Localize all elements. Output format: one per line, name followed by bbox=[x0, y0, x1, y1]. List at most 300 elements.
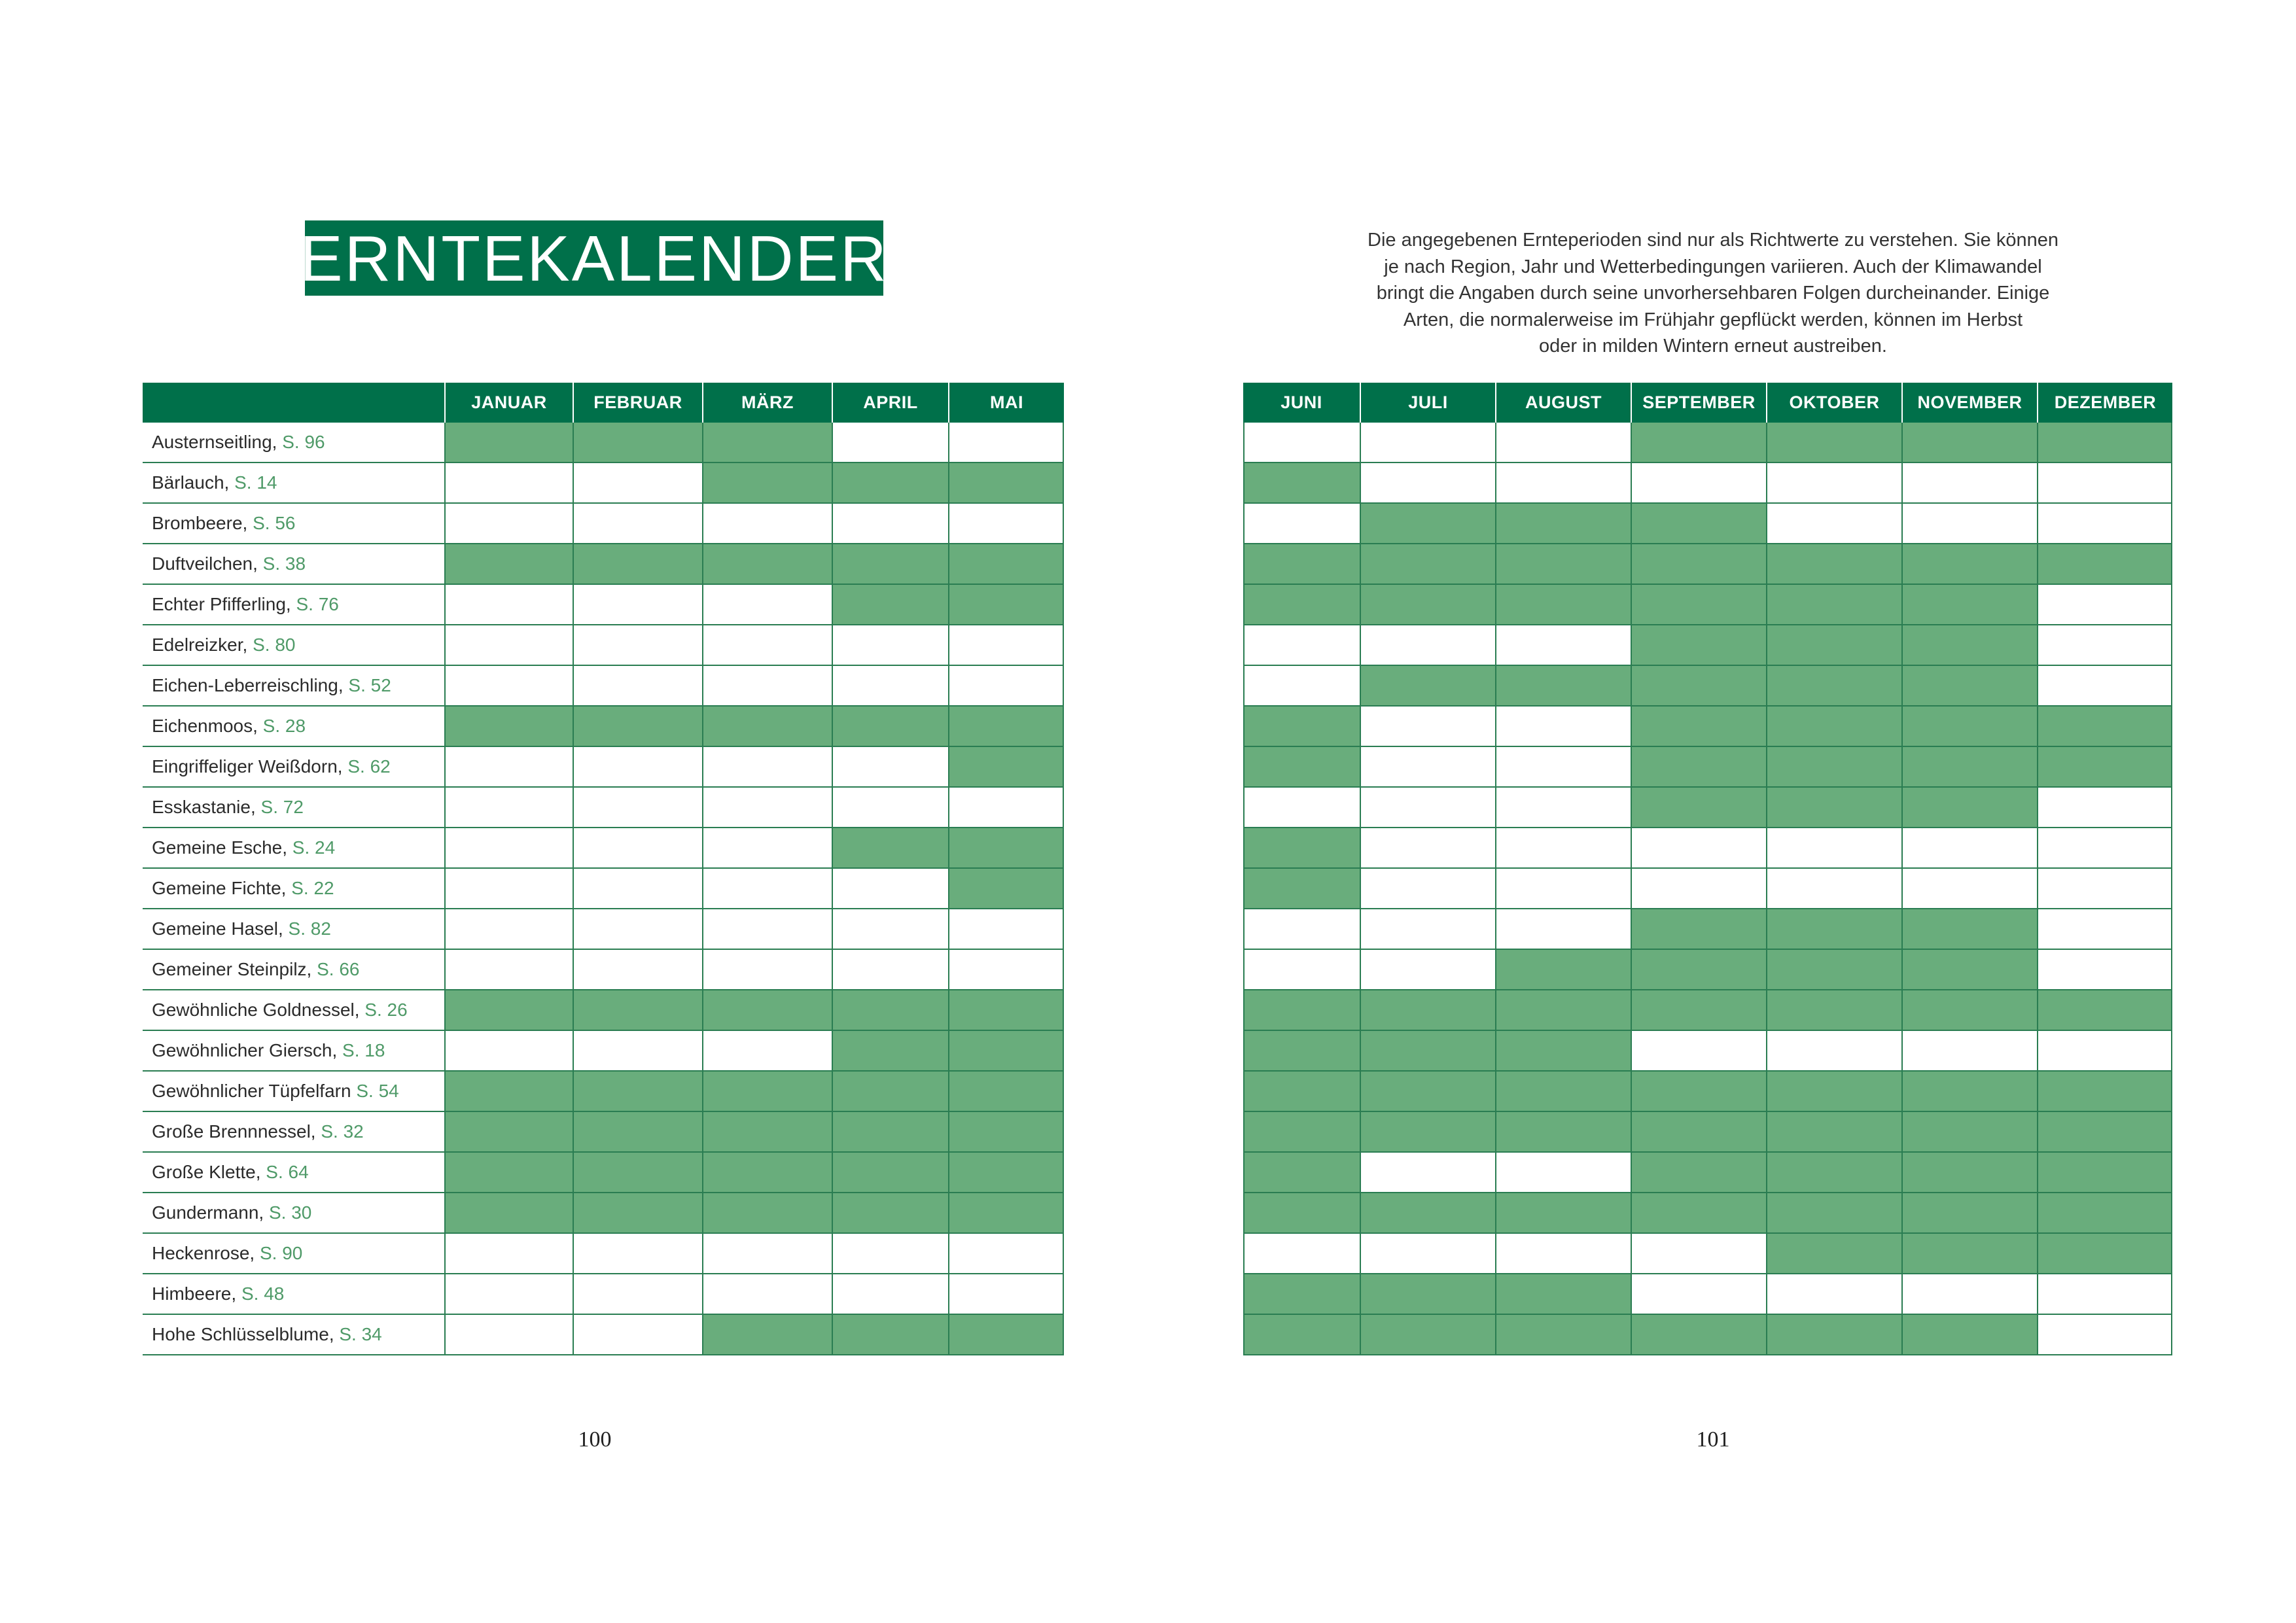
harvest-cell-februar bbox=[574, 544, 703, 585]
harvest-cell-august bbox=[1496, 788, 1632, 828]
month-header-november: NOVEMBER bbox=[1903, 383, 2038, 423]
harvest-cell-januar bbox=[446, 909, 574, 950]
harvest-cell-maerz bbox=[703, 828, 833, 869]
harvest-cell-juli bbox=[1361, 1234, 1496, 1274]
harvest-cell-august bbox=[1496, 423, 1632, 463]
harvest-cell-juli bbox=[1361, 869, 1496, 909]
harvest-cell-september bbox=[1632, 707, 1767, 747]
plant-name: Heckenrose, bbox=[152, 1243, 255, 1263]
harvest-cell-februar bbox=[574, 1315, 703, 1355]
plant-name: Große Klette, bbox=[152, 1162, 261, 1182]
harvest-cell-juni bbox=[1243, 1193, 1361, 1234]
intro-line: oder in milden Wintern erneut austreiben. bbox=[1539, 336, 1887, 357]
harvest-cell-juli bbox=[1361, 1031, 1496, 1072]
harvest-cell-maerz bbox=[703, 747, 833, 788]
plant-name-cell bbox=[143, 544, 446, 585]
harvest-cell-oktober bbox=[1767, 463, 1903, 504]
plant-name-cell bbox=[143, 1193, 446, 1234]
harvest-cell-juni bbox=[1243, 990, 1361, 1031]
harvest-cell-januar bbox=[446, 585, 574, 625]
harvest-cell-maerz bbox=[703, 1315, 833, 1355]
harvest-cell-dezember bbox=[2038, 950, 2172, 990]
harvest-cell-september bbox=[1632, 828, 1767, 869]
harvest-cell-november bbox=[1903, 869, 2038, 909]
harvest-cell-mai bbox=[949, 666, 1064, 707]
harvest-cell-september bbox=[1632, 1315, 1767, 1355]
plant-label bbox=[152, 1283, 284, 1304]
harvest-cell-februar bbox=[574, 990, 703, 1031]
harvest-cell-mai bbox=[949, 869, 1064, 909]
harvest-cell-februar bbox=[574, 828, 703, 869]
harvest-cell-maerz bbox=[703, 463, 833, 504]
harvest-cell-oktober bbox=[1767, 1274, 1903, 1315]
harvest-cell-dezember bbox=[2038, 1112, 2172, 1153]
page-reference: S. 56 bbox=[253, 513, 296, 533]
plant-name-cell bbox=[143, 1274, 446, 1315]
harvest-cell-oktober bbox=[1767, 990, 1903, 1031]
harvest-cell-august bbox=[1496, 869, 1632, 909]
harvest-cell-februar bbox=[574, 1072, 703, 1112]
harvest-cell-september bbox=[1632, 1112, 1767, 1153]
harvest-cell-dezember bbox=[2038, 1234, 2172, 1274]
harvest-cell-oktober bbox=[1767, 544, 1903, 585]
page-reference: S. 64 bbox=[266, 1162, 309, 1182]
harvest-cell-februar bbox=[574, 666, 703, 707]
harvest-cell-dezember bbox=[2038, 747, 2172, 788]
harvest-cell-september bbox=[1632, 747, 1767, 788]
harvest-cell-august bbox=[1496, 1153, 1632, 1193]
harvest-cell-oktober bbox=[1767, 423, 1903, 463]
harvest-cell-april bbox=[833, 463, 949, 504]
plant-name: Duftveilchen, bbox=[152, 553, 258, 574]
harvest-cell-juni bbox=[1243, 950, 1361, 990]
harvest-cell-oktober bbox=[1767, 1234, 1903, 1274]
harvest-cell-november bbox=[1903, 625, 2038, 666]
harvest-cell-november bbox=[1903, 1274, 2038, 1315]
harvest-cell-dezember bbox=[2038, 1315, 2172, 1355]
plant-label bbox=[152, 594, 339, 615]
harvest-cell-maerz bbox=[703, 1072, 833, 1112]
harvest-cell-mai bbox=[949, 788, 1064, 828]
page-reference: S. 66 bbox=[317, 959, 360, 979]
page-reference: S. 54 bbox=[356, 1081, 399, 1101]
harvest-cell-august bbox=[1496, 585, 1632, 625]
harvest-cell-mai bbox=[949, 1193, 1064, 1234]
harvest-cell-maerz bbox=[703, 909, 833, 950]
harvest-cell-september bbox=[1632, 1274, 1767, 1315]
harvest-cell-dezember bbox=[2038, 788, 2172, 828]
harvest-cell-maerz bbox=[703, 1234, 833, 1274]
harvest-cell-september bbox=[1632, 423, 1767, 463]
harvest-cell-august bbox=[1496, 625, 1632, 666]
harvest-cell-juli bbox=[1361, 625, 1496, 666]
page-reference: S. 82 bbox=[288, 918, 331, 939]
plant-name: Echter Pfifferling, bbox=[152, 594, 291, 614]
harvest-cell-september bbox=[1632, 950, 1767, 990]
harvest-cell-juli bbox=[1361, 747, 1496, 788]
harvest-cell-januar bbox=[446, 828, 574, 869]
plant-name-cell bbox=[143, 1031, 446, 1072]
harvest-cell-oktober bbox=[1767, 1153, 1903, 1193]
harvest-cell-april bbox=[833, 909, 949, 950]
harvest-cell-mai bbox=[949, 1153, 1064, 1193]
plant-name: Austernseitling, bbox=[152, 432, 277, 452]
harvest-cell-januar bbox=[446, 788, 574, 828]
plant-name: Gewöhnliche Goldnessel, bbox=[152, 1000, 360, 1020]
plant-name: Eingriffeliger Weißdorn, bbox=[152, 756, 343, 777]
month-header-dezember: DEZEMBER bbox=[2038, 383, 2172, 423]
harvest-cell-mai bbox=[949, 1234, 1064, 1274]
harvest-cell-juli bbox=[1361, 585, 1496, 625]
harvest-cell-september bbox=[1632, 1153, 1767, 1193]
plant-label bbox=[152, 1000, 408, 1021]
harvest-cell-april bbox=[833, 1315, 949, 1355]
harvest-cell-juni bbox=[1243, 463, 1361, 504]
harvest-cell-januar bbox=[446, 423, 574, 463]
harvest-cell-juni bbox=[1243, 1234, 1361, 1274]
harvest-cell-september bbox=[1632, 544, 1767, 585]
page-reference: S. 30 bbox=[269, 1202, 312, 1223]
month-header-september: SEPTEMBER bbox=[1632, 383, 1767, 423]
harvest-cell-august bbox=[1496, 666, 1632, 707]
harvest-cell-oktober bbox=[1767, 869, 1903, 909]
harvest-cell-januar bbox=[446, 1112, 574, 1153]
harvest-cell-august bbox=[1496, 1193, 1632, 1234]
harvest-cell-april bbox=[833, 1193, 949, 1234]
plant-label bbox=[152, 1202, 311, 1223]
harvest-cell-maerz bbox=[703, 1112, 833, 1153]
harvest-cell-mai bbox=[949, 1112, 1064, 1153]
harvest-cell-maerz bbox=[703, 950, 833, 990]
page-reference: S. 34 bbox=[339, 1324, 382, 1344]
harvest-cell-maerz bbox=[703, 666, 833, 707]
plant-name: Eichenmoos, bbox=[152, 716, 258, 736]
plant-name-cell bbox=[143, 1153, 446, 1193]
harvest-cell-februar bbox=[574, 909, 703, 950]
harvest-cell-juli bbox=[1361, 1112, 1496, 1153]
harvest-cell-oktober bbox=[1767, 666, 1903, 707]
plant-name-cell bbox=[143, 625, 446, 666]
harvest-cell-august bbox=[1496, 463, 1632, 504]
harvest-cell-april bbox=[833, 828, 949, 869]
harvest-cell-maerz bbox=[703, 788, 833, 828]
harvest-cell-juni bbox=[1243, 544, 1361, 585]
harvest-cell-februar bbox=[574, 625, 703, 666]
harvest-cell-dezember bbox=[2038, 990, 2172, 1031]
harvest-cell-november bbox=[1903, 504, 2038, 544]
harvest-cell-juli bbox=[1361, 828, 1496, 869]
harvest-cell-dezember bbox=[2038, 1274, 2172, 1315]
plant-name: Eichen-Leberreischling, bbox=[152, 675, 344, 695]
harvest-cell-november bbox=[1903, 828, 2038, 869]
harvest-cell-april bbox=[833, 788, 949, 828]
plant-label bbox=[152, 797, 304, 818]
plant-label bbox=[152, 432, 325, 453]
harvest-cell-november bbox=[1903, 990, 2038, 1031]
harvest-cell-januar bbox=[446, 504, 574, 544]
harvest-cell-maerz bbox=[703, 1031, 833, 1072]
plant-label bbox=[152, 1162, 309, 1183]
harvest-table-june-december bbox=[1243, 383, 2172, 1355]
harvest-cell-mai bbox=[949, 1315, 1064, 1355]
harvest-cell-oktober bbox=[1767, 788, 1903, 828]
harvest-cell-dezember bbox=[2038, 504, 2172, 544]
title-banner bbox=[300, 220, 889, 296]
harvest-cell-maerz bbox=[703, 990, 833, 1031]
harvest-cell-august bbox=[1496, 1072, 1632, 1112]
page-reference: S. 96 bbox=[282, 432, 325, 452]
header-plant-column bbox=[143, 383, 446, 423]
month-header-oktober: OKTOBER bbox=[1767, 383, 1903, 423]
harvest-cell-mai bbox=[949, 990, 1064, 1031]
harvest-cell-dezember bbox=[2038, 1072, 2172, 1112]
harvest-cell-juni bbox=[1243, 869, 1361, 909]
harvest-cell-juni bbox=[1243, 788, 1361, 828]
page-reference: S. 80 bbox=[253, 635, 296, 655]
harvest-cell-mai bbox=[949, 1072, 1064, 1112]
harvest-cell-november bbox=[1903, 1153, 2038, 1193]
harvest-cell-januar bbox=[446, 1193, 574, 1234]
plant-name-cell bbox=[143, 788, 446, 828]
harvest-cell-januar bbox=[446, 1315, 574, 1355]
harvest-cell-juni bbox=[1243, 747, 1361, 788]
plant-label bbox=[152, 1081, 399, 1102]
harvest-cell-mai bbox=[949, 585, 1064, 625]
harvest-cell-februar bbox=[574, 1234, 703, 1274]
harvest-cell-januar bbox=[446, 463, 574, 504]
harvest-cell-januar bbox=[446, 869, 574, 909]
harvest-cell-mai bbox=[949, 625, 1064, 666]
harvest-cell-maerz bbox=[703, 1153, 833, 1193]
harvest-cell-september bbox=[1632, 1193, 1767, 1234]
harvest-cell-juli bbox=[1361, 504, 1496, 544]
harvest-cell-maerz bbox=[703, 869, 833, 909]
harvest-cell-mai bbox=[949, 828, 1064, 869]
harvest-cell-juli bbox=[1361, 544, 1496, 585]
plant-name: Gemeine Hasel, bbox=[152, 918, 283, 939]
plant-name: Esskastanie, bbox=[152, 797, 256, 817]
harvest-cell-februar bbox=[574, 585, 703, 625]
harvest-cell-dezember bbox=[2038, 463, 2172, 504]
harvest-cell-oktober bbox=[1767, 707, 1903, 747]
harvest-cell-september bbox=[1632, 990, 1767, 1031]
harvest-cell-oktober bbox=[1767, 1112, 1903, 1153]
month-header-maerz: MÄRZ bbox=[703, 383, 833, 423]
plant-name-cell bbox=[143, 707, 446, 747]
harvest-cell-januar bbox=[446, 544, 574, 585]
harvest-cell-januar bbox=[446, 1274, 574, 1315]
page-reference: S. 72 bbox=[260, 797, 304, 817]
harvest-cell-august bbox=[1496, 990, 1632, 1031]
harvest-cell-november bbox=[1903, 423, 2038, 463]
harvest-cell-april bbox=[833, 1031, 949, 1072]
harvest-cell-november bbox=[1903, 1234, 2038, 1274]
intro-line: bringt die Angaben durch seine unvorhersehbaren Folgen durcheinander. Einige bbox=[1376, 283, 2050, 304]
harvest-cell-april bbox=[833, 423, 949, 463]
harvest-cell-november bbox=[1903, 1315, 2038, 1355]
harvest-cell-juni bbox=[1243, 707, 1361, 747]
harvest-cell-februar bbox=[574, 707, 703, 747]
harvest-cell-april bbox=[833, 625, 949, 666]
plant-label bbox=[152, 716, 306, 737]
harvest-cell-november bbox=[1903, 1112, 2038, 1153]
plant-name-cell bbox=[143, 1072, 446, 1112]
harvest-cell-november bbox=[1903, 1031, 2038, 1072]
page-number-left: 100 bbox=[578, 1427, 612, 1452]
harvest-cell-juli bbox=[1361, 666, 1496, 707]
page-reference: S. 26 bbox=[364, 1000, 408, 1020]
harvest-cell-dezember bbox=[2038, 707, 2172, 747]
harvest-cell-august bbox=[1496, 1274, 1632, 1315]
harvest-cell-dezember bbox=[2038, 544, 2172, 585]
harvest-cell-oktober bbox=[1767, 950, 1903, 990]
harvest-cell-februar bbox=[574, 1193, 703, 1234]
plant-label bbox=[152, 472, 277, 493]
harvest-cell-august bbox=[1496, 544, 1632, 585]
harvest-cell-juni bbox=[1243, 1072, 1361, 1112]
plant-label bbox=[152, 837, 335, 858]
intro-line: Die angegebenen Ernteperioden sind nur als Richtwerte zu verstehen. Sie können bbox=[1368, 230, 2058, 251]
harvest-cell-oktober bbox=[1767, 747, 1903, 788]
page-title: ERNTEKALENDER bbox=[300, 222, 889, 294]
harvest-cell-juli bbox=[1361, 423, 1496, 463]
page-reference: S. 32 bbox=[321, 1121, 364, 1142]
harvest-cell-januar bbox=[446, 1234, 574, 1274]
harvest-cell-oktober bbox=[1767, 504, 1903, 544]
plant-name-cell bbox=[143, 423, 446, 463]
harvest-cell-maerz bbox=[703, 1193, 833, 1234]
harvest-cell-april bbox=[833, 1274, 949, 1315]
plant-label bbox=[152, 756, 391, 777]
plant-name: Gemeiner Steinpilz, bbox=[152, 959, 312, 979]
harvest-cell-dezember bbox=[2038, 828, 2172, 869]
harvest-cell-april bbox=[833, 1112, 949, 1153]
harvest-cell-mai bbox=[949, 950, 1064, 990]
plant-name-cell bbox=[143, 950, 446, 990]
harvest-cell-oktober bbox=[1767, 1072, 1903, 1112]
harvest-cell-september bbox=[1632, 463, 1767, 504]
harvest-cell-september bbox=[1632, 1031, 1767, 1072]
harvest-cell-april bbox=[833, 1234, 949, 1274]
harvest-cell-februar bbox=[574, 788, 703, 828]
harvest-cell-mai bbox=[949, 544, 1064, 585]
harvest-cell-juli bbox=[1361, 990, 1496, 1031]
harvest-cell-september bbox=[1632, 585, 1767, 625]
harvest-cell-januar bbox=[446, 1031, 574, 1072]
month-header-august: AUGUST bbox=[1496, 383, 1632, 423]
harvest-cell-november bbox=[1903, 747, 2038, 788]
harvest-cell-juli bbox=[1361, 909, 1496, 950]
plant-name-cell bbox=[143, 463, 446, 504]
harvest-cell-juli bbox=[1361, 707, 1496, 747]
harvest-cell-august bbox=[1496, 828, 1632, 869]
harvest-cell-november bbox=[1903, 463, 2038, 504]
plant-name: Gemeine Fichte, bbox=[152, 878, 287, 898]
plant-name: Gewöhnlicher Giersch, bbox=[152, 1040, 338, 1060]
harvest-cell-august bbox=[1496, 1315, 1632, 1355]
harvest-cell-september bbox=[1632, 504, 1767, 544]
harvest-cell-april bbox=[833, 707, 949, 747]
harvest-cell-november bbox=[1903, 909, 2038, 950]
harvest-cell-oktober bbox=[1767, 585, 1903, 625]
month-header-juli: JULI bbox=[1361, 383, 1496, 423]
plant-label bbox=[152, 1121, 364, 1142]
intro-paragraph bbox=[1288, 227, 2138, 360]
month-header-mai: MAI bbox=[949, 383, 1064, 423]
harvest-cell-juni bbox=[1243, 1112, 1361, 1153]
harvest-cell-april bbox=[833, 544, 949, 585]
harvest-cell-juli bbox=[1361, 1072, 1496, 1112]
plant-name: Bärlauch, bbox=[152, 472, 230, 493]
harvest-cell-februar bbox=[574, 1274, 703, 1315]
harvest-cell-juni bbox=[1243, 828, 1361, 869]
harvest-cell-januar bbox=[446, 666, 574, 707]
page-reference: S. 48 bbox=[241, 1283, 285, 1304]
plant-name-cell bbox=[143, 869, 446, 909]
harvest-cell-juli bbox=[1361, 463, 1496, 504]
harvest-cell-oktober bbox=[1767, 828, 1903, 869]
harvest-cell-oktober bbox=[1767, 1315, 1903, 1355]
harvest-cell-maerz bbox=[703, 707, 833, 747]
plant-name-cell bbox=[143, 1315, 446, 1355]
harvest-cell-august bbox=[1496, 909, 1632, 950]
plant-name-cell bbox=[143, 747, 446, 788]
page-reference: S. 24 bbox=[292, 837, 336, 858]
plant-label bbox=[152, 1324, 382, 1345]
month-header-januar: JANUAR bbox=[446, 383, 574, 423]
harvest-cell-dezember bbox=[2038, 625, 2172, 666]
harvest-cell-august bbox=[1496, 1112, 1632, 1153]
harvest-cell-november bbox=[1903, 1193, 2038, 1234]
harvest-cell-august bbox=[1496, 747, 1632, 788]
harvest-cell-november bbox=[1903, 950, 2038, 990]
harvest-cell-februar bbox=[574, 950, 703, 990]
harvest-cell-dezember bbox=[2038, 1153, 2172, 1193]
plant-label bbox=[152, 918, 331, 939]
harvest-cell-juli bbox=[1361, 1193, 1496, 1234]
harvest-cell-juni bbox=[1243, 666, 1361, 707]
harvest-cell-april bbox=[833, 950, 949, 990]
harvest-cell-januar bbox=[446, 625, 574, 666]
harvest-cell-juni bbox=[1243, 1153, 1361, 1193]
plant-name-cell bbox=[143, 909, 446, 950]
harvest-cell-juni bbox=[1243, 1031, 1361, 1072]
plant-name: Gemeine Esche, bbox=[152, 837, 287, 858]
plant-label bbox=[152, 635, 295, 655]
harvest-cell-september bbox=[1632, 869, 1767, 909]
harvest-cell-april bbox=[833, 666, 949, 707]
harvest-cell-juli bbox=[1361, 788, 1496, 828]
page-reference: S. 90 bbox=[259, 1243, 303, 1263]
harvest-cell-maerz bbox=[703, 625, 833, 666]
harvest-cell-dezember bbox=[2038, 1193, 2172, 1234]
harvest-cell-juli bbox=[1361, 1153, 1496, 1193]
harvest-cell-februar bbox=[574, 423, 703, 463]
harvest-cell-januar bbox=[446, 950, 574, 990]
plant-name-cell bbox=[143, 1234, 446, 1274]
harvest-cell-februar bbox=[574, 463, 703, 504]
harvest-cell-mai bbox=[949, 1274, 1064, 1315]
harvest-cell-juli bbox=[1361, 1274, 1496, 1315]
harvest-cell-juni bbox=[1243, 625, 1361, 666]
page-number-right: 101 bbox=[1696, 1427, 1730, 1452]
harvest-cell-mai bbox=[949, 423, 1064, 463]
harvest-cell-november bbox=[1903, 544, 2038, 585]
plant-name: Himbeere, bbox=[152, 1283, 237, 1304]
harvest-cell-februar bbox=[574, 1153, 703, 1193]
harvest-cell-april bbox=[833, 1153, 949, 1193]
page-reference: S. 14 bbox=[234, 472, 277, 493]
